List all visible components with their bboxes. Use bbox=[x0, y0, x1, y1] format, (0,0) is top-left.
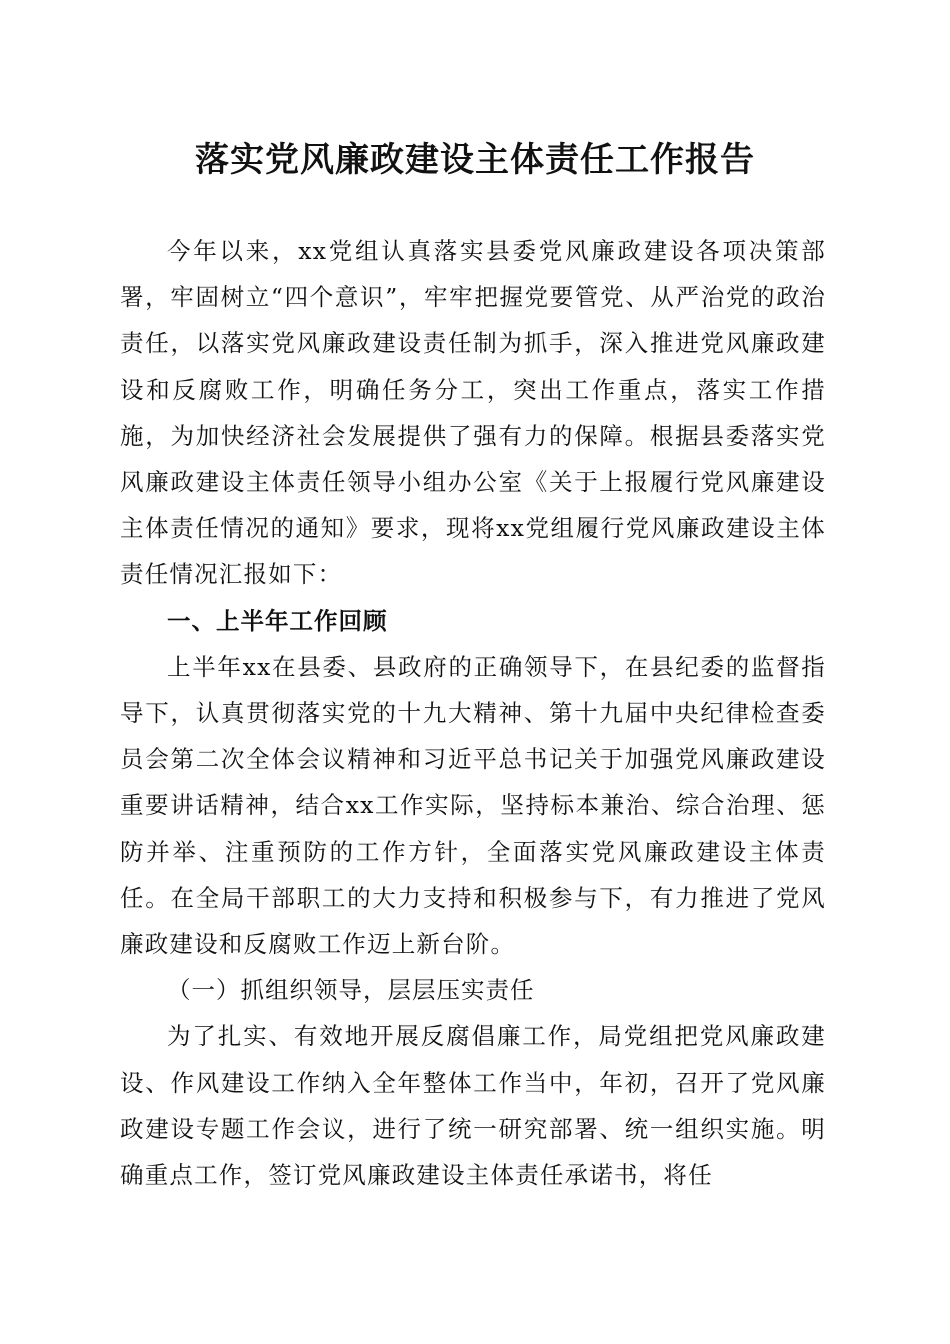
intro-paragraph: 今年以来，xx党组认真落实县委党风廉政建设各项决策部署，牢固树立“四个意识”，牢牢把握党要管党、从严治党的政治责任，以落实党风廉政建设责任制为抓手，深入推进党风廉政建设和反腐败工作，明确任务分工，突出工作重点，落实工作措施，为加快经济社会发展提供了强有力的保障。根据县委落实党风廉政建设主体责任领导小组办公室《关于上报履行党风廉建设主体责任情况的通知》要求，现将xx党组履行党风廉政建设主体责任情况汇报如下： bbox=[120, 237, 826, 589]
document-title: 落实党风廉政建设主体责任工作报告 bbox=[195, 140, 755, 180]
subsection-heading: （一）抓组织领导，层层压实责任 bbox=[167, 976, 535, 1005]
section-paragraph: 上半年xx在县委、县政府的正确领导下，在县纪委的监督指导下，认真贯彻落实党的十九大精神、第十九届中央纪律检查委员会第二次全体会议精神和习近平总书记关于加强党风廉政建设重要讲话精神，结合xx工作实际，坚持标本兼治、综合治理、惩防并举、注重预防的工作方针，全面落实党风廉政建设主体责任。在全局干部职工的大力支持和积极参与下，有力推进了党风廉政建设和反腐败工作迈上新台阶。 bbox=[120, 652, 826, 959]
section-heading: 一、上半年工作回顾 bbox=[167, 606, 388, 635]
subsection-paragraph: 为了扎实、有效地开展反腐倡廉工作，局党组把党风廉政建设、作风建设工作纳入全年整体工作当中，年初，召开了党风廉政建设专题工作会议，进行了统一研究部署、统一组织实施。明确重点工作，签订党风廉政建设主体责任承诺书，将任 bbox=[120, 1022, 826, 1190]
document-body bbox=[120, 228, 826, 1198]
